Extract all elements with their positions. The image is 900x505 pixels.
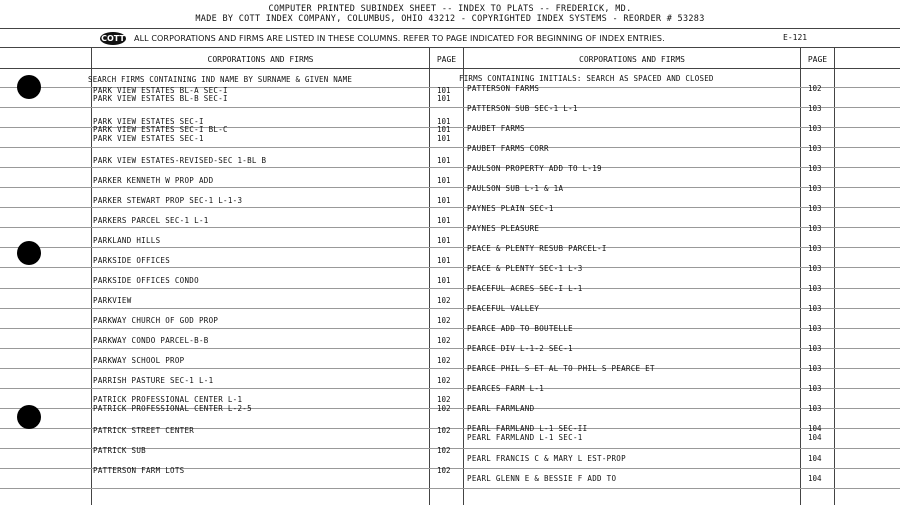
entry-page: 103 <box>808 204 822 213</box>
binder-hole-bottom <box>17 405 41 429</box>
entry-page: 104 <box>808 433 822 442</box>
row-rule <box>0 308 900 309</box>
row-rule <box>0 247 900 248</box>
binder-hole-middle <box>17 241 41 265</box>
entry-name: PARKSIDE OFFICES <box>93 256 171 265</box>
entry-name: PEARL FARMLAND <box>467 404 535 413</box>
entry-page: 102 <box>437 395 451 404</box>
row-rule <box>0 388 900 389</box>
entry-page: 103 <box>808 144 822 153</box>
entry-page: 101 <box>437 134 451 143</box>
sheet-title: COMPUTER PRINTED SUBINDEX SHEET -- INDEX TO PLATS -- FREDERICK, MD. <box>268 4 632 14</box>
entry-name: PARK VIEW ESTATES BL-B SEC-I <box>93 94 228 103</box>
entry-page: 102 <box>437 404 451 413</box>
entry-page: 103 <box>808 184 822 193</box>
entry-page: 101 <box>437 276 451 285</box>
right-page-heading: PAGE <box>807 55 828 64</box>
entry-page: 101 <box>437 216 451 225</box>
row-rule <box>0 267 900 268</box>
entry-page: 101 <box>437 86 451 95</box>
cott-logo: COTT <box>101 33 125 43</box>
entry-name: PEARCES FARM L-1 <box>467 384 545 393</box>
right-column-heading: CORPORATIONS AND FIRMS <box>579 55 685 64</box>
entry-page: 102 <box>437 426 451 435</box>
right-margin-line <box>834 47 835 505</box>
entry-page: 101 <box>437 196 451 205</box>
entry-name: PATTERSON SUB SEC-1 L-1 <box>467 104 578 113</box>
center-divider <box>463 47 464 505</box>
entry-name: PEACEFUL ACRES SEC-I L-1 <box>467 284 583 293</box>
entry-page: 103 <box>808 284 822 293</box>
row-rule <box>0 207 900 208</box>
left-margin-line <box>91 47 92 505</box>
entry-page: 103 <box>808 344 822 353</box>
left-subheading: SEARCH FIRMS CONTAINING IND NAME BY SURNAME & GIVEN NAME <box>88 75 353 84</box>
entry-name: PARKER KENNETH W PROP ADD <box>93 176 214 185</box>
entry-name: PARRISH PASTURE SEC-1 L-1 <box>93 376 214 385</box>
entry-page: 104 <box>808 454 822 463</box>
entry-page: 101 <box>437 125 451 134</box>
entry-page: 101 <box>437 117 451 126</box>
header-rule-bottom <box>0 47 900 48</box>
left-page-heading: PAGE <box>436 55 457 64</box>
entry-name: PATTERSON FARM LOTS <box>93 466 185 475</box>
entry-page: 103 <box>808 164 822 173</box>
entry-name: PEARCE PHIL S ET AL TO PHIL S PEARCE ET <box>467 364 655 373</box>
row-rule <box>0 147 900 148</box>
entry-name: PEARL FRANCIS C & MARY L EST-PROP <box>467 454 626 463</box>
entry-page: 103 <box>808 324 822 333</box>
header-rule-top <box>0 28 900 29</box>
entry-page: 101 <box>437 156 451 165</box>
entry-name: PARK VIEW ESTATES-REVISED-SEC 1-BL B <box>93 156 267 165</box>
entry-page: 102 <box>437 356 451 365</box>
entry-name: PEARL FARMLAND L-1 SEC-II <box>467 424 588 433</box>
entry-name: PATRICK SUB <box>93 446 146 455</box>
entry-name: PATRICK PROFESSIONAL CENTER L-1 <box>93 395 243 404</box>
entry-name: PARKSIDE OFFICES CONDO <box>93 276 199 285</box>
entry-page: 104 <box>808 424 822 433</box>
entry-page: 102 <box>437 376 451 385</box>
entry-page: 102 <box>437 296 451 305</box>
entry-page: 101 <box>437 256 451 265</box>
entry-page: 103 <box>808 224 822 233</box>
row-rule <box>0 488 900 489</box>
entry-page: 103 <box>808 124 822 133</box>
entry-name: PARK VIEW ESTATES SEC-1 <box>93 134 204 143</box>
row-rule <box>0 348 900 349</box>
entry-page: 101 <box>437 94 451 103</box>
entry-name: PEACEFUL VALLEY <box>467 304 540 313</box>
entry-name: PARKWAY CONDO PARCEL-B-B <box>93 336 209 345</box>
entry-page: 103 <box>808 104 822 113</box>
entry-name: PARK VIEW ESTATES BL-A SEC-I <box>93 86 228 95</box>
instruction-banner <box>100 30 665 46</box>
column-header-rule <box>0 68 900 69</box>
entry-name: PARK VIEW ESTATES SEC-I BL-C <box>93 125 228 134</box>
entry-name: PAYNES PLAIN SEC-1 <box>467 204 554 213</box>
row-rule <box>0 328 900 329</box>
entry-name: PEACE & PLENTY SEC-1 L-3 <box>467 264 583 273</box>
entry-name: PARKVIEW <box>93 296 132 305</box>
entry-name: PATRICK STREET CENTER <box>93 426 195 435</box>
right-subheading: FIRMS CONTAINING INITIALS: SEARCH AS SPACED AND CLOSED <box>459 74 714 83</box>
entry-page: 102 <box>437 316 451 325</box>
binder-hole-top <box>17 75 41 99</box>
row-rule <box>0 187 900 188</box>
entry-page: 102 <box>437 446 451 455</box>
entry-name: PEARCE ADD TO BOUTELLE <box>467 324 573 333</box>
entry-page: 101 <box>437 176 451 185</box>
entry-name: PEARCE DIV L-1-2 SEC-1 <box>467 344 573 353</box>
entry-name: PAUBET FARMS CORR <box>467 144 549 153</box>
entry-name: PARKLAND HILLS <box>93 236 161 245</box>
entry-name: PARKERS PARCEL SEC-1 L-1 <box>93 216 209 225</box>
entry-page: 103 <box>808 364 822 373</box>
entry-name: PAYNES PLEASURE <box>467 224 540 233</box>
entry-page: 102 <box>437 336 451 345</box>
row-rule <box>0 368 900 369</box>
row-rule <box>0 227 900 228</box>
left-column-heading: CORPORATIONS AND FIRMS <box>207 55 314 64</box>
entry-page: 103 <box>808 244 822 253</box>
row-rule <box>0 167 900 168</box>
entry-page: 103 <box>808 264 822 273</box>
row-rule <box>0 288 900 289</box>
sheet-number: E-121 <box>783 33 808 42</box>
entry-name: PATTERSON FARMS <box>467 84 540 93</box>
entry-name: PAULSON PROPERTY ADD TO L-19 <box>467 164 602 173</box>
entry-page: 103 <box>808 384 822 393</box>
entry-name: PATRICK PROFESSIONAL CENTER L-2-5 <box>93 404 252 413</box>
entry-page: 102 <box>437 466 451 475</box>
entry-name: PARKWAY CHURCH OF GOD PROP <box>93 316 219 325</box>
instruction-text: ALL CORPORATIONS AND FIRMS ARE LISTED IN THESE COLUMNS. REFER TO PAGE INDICATED FOR BEGINNING OF INDEX ENTRIES. <box>134 33 665 43</box>
entry-name: PEACE & PLENTY RESUB PARCEL-I <box>467 244 607 253</box>
entry-page: 102 <box>808 84 822 93</box>
entry-page: 101 <box>437 236 451 245</box>
entry-name: PARKER STEWART PROP SEC-1 L-1-3 <box>93 196 243 205</box>
publisher-line: MADE BY COTT INDEX COMPANY, COLUMBUS, OHIO 43212 - COPYRIGHTED INDEX SYSTEMS - REORDER # 53283 <box>195 14 705 24</box>
entry-name: PAUBET FARMS <box>467 124 525 133</box>
entry-name: PEARL FARMLAND L-1 SEC-1 <box>467 433 583 442</box>
entry-name: PEARL GLENN E & BESSIE F ADD TO <box>467 474 617 483</box>
entry-name: PARK VIEW ESTATES SEC-I <box>93 117 204 126</box>
right-page-divider <box>800 47 801 505</box>
entry-page: 104 <box>808 474 822 483</box>
left-page-divider <box>429 47 430 505</box>
entry-name: PARKWAY SCHOOL PROP <box>93 356 185 365</box>
entry-page: 103 <box>808 404 822 413</box>
entry-name: PAULSON SUB L-1 & 1A <box>467 184 564 193</box>
row-rule <box>0 107 900 108</box>
entry-page: 103 <box>808 304 822 313</box>
